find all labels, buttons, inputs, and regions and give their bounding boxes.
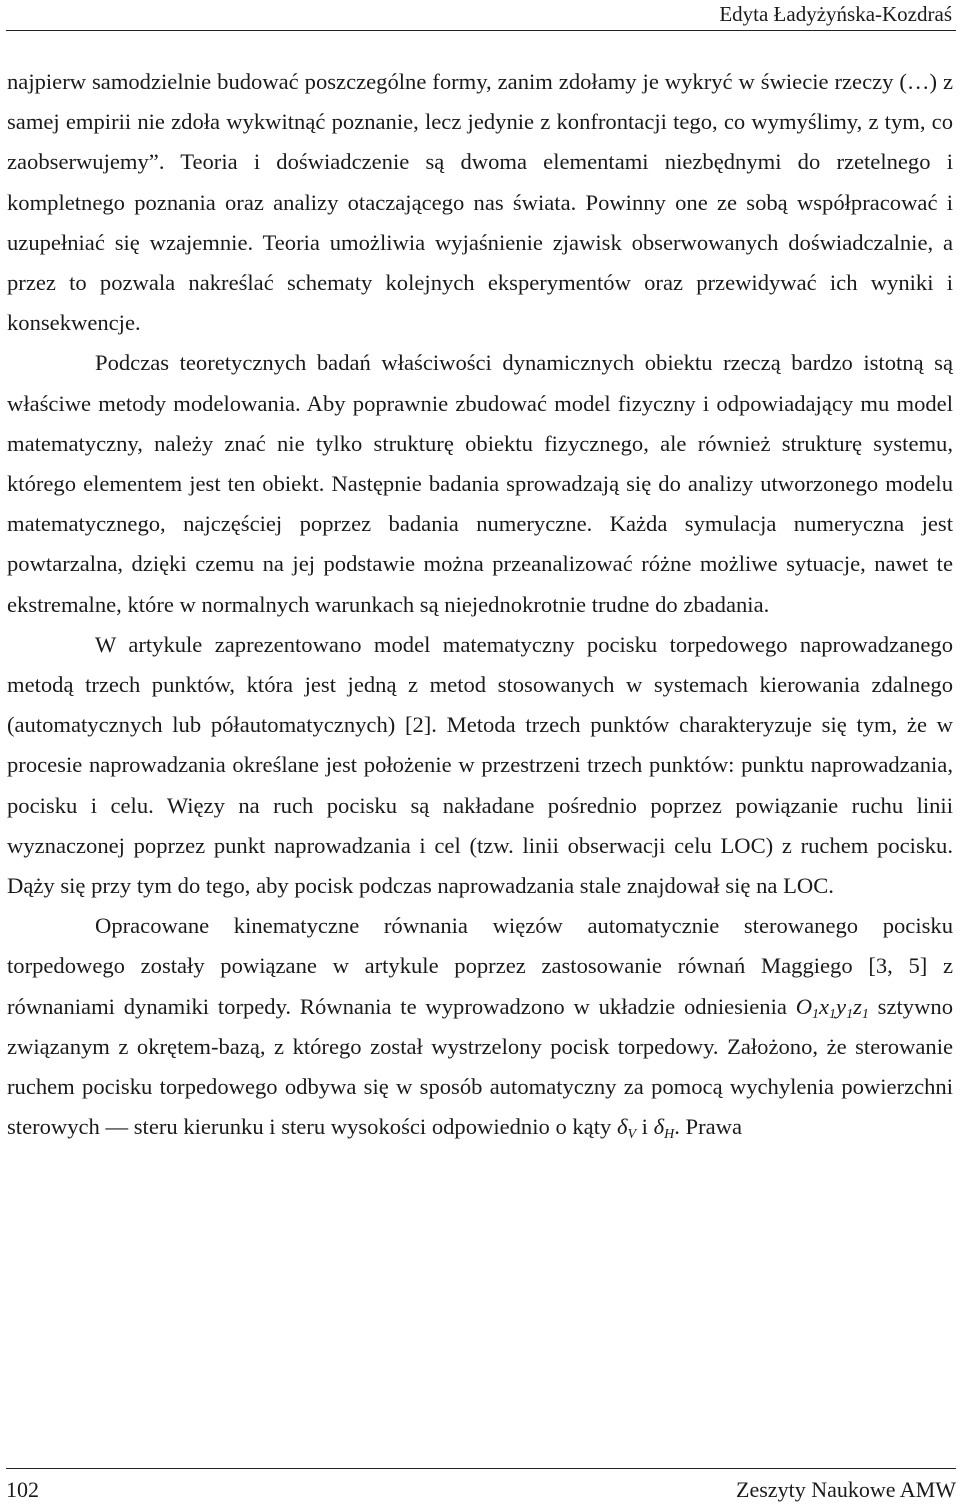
article-body bbox=[7, 62, 953, 1147]
frame-symbol-z: z bbox=[853, 993, 862, 1019]
paragraph-3: W artykule zaprezentowano model matematyczny pocisku torpedowego naprowadzanego metodą trzech punktów, która jest jedną z metod stosowanych w systemach kierowania zdalnego (automatycznych lub półautomatycznych) [2]. Metoda trzech punktów charakteryzuje się tym, że w procesie naprowadzania określane jest położenie w przestrzeni trzech punktów: punktu naprowadzania, pocisku i celu. Więzy na ruch pocisku są nakładane pośrednio poprzez powiązanie ruchu linii wyznaczonej poprzez punkt naprowadzania i cel (tzw. linii obserwacji celu LOC) z ruchem pocisku. Dąży się przy tym do tego, aby pocisk podczas naprowadzania stale znajdował się na LOC. bbox=[7, 631, 953, 899]
frame-subscript-O: 1 bbox=[812, 1006, 820, 1022]
paragraph-4-text-b: sztywno związanym z okrętem-bazą, z którego został wystrzelony pocisk torpedowy. Założono, że sterowanie ruchem pocisku torpedowego odbywa się w sposób automatyczny za pomocą wychylenia powierzchni sterowych — steru kierunku i steru wysokości odpowiednio o kąty bbox=[7, 993, 953, 1140]
frame-symbol-x: x bbox=[819, 993, 830, 1019]
delta-h-symbol: δ bbox=[653, 1114, 665, 1140]
paragraph-2: Podczas teoretycznych badań właściwości dynamicznych obiektu rzeczą bardzo istotną są właściwe metody modelowania. Aby poprawnie zbudować model fizyczny i odpowiadający mu model matematyczny, należy znać nie tylko strukturę obiektu fizycznego, ale również strukturę systemu, którego elementem jest ten obiekt. Następnie badania sprowadzają się do analizy utworzonego modelu matematycznego, najczęściej poprzez badania numeryczne. Każda symulacja numeryczna jest powtarzalna, dzięki czemu na jej podstawie można przeanalizować różne możliwe sytuacje, nawet te ekstremalne, które w normalnych warunkach są niejednokrotnie trudne do zbadania. bbox=[7, 350, 953, 617]
frame-subscript-y: 1 bbox=[846, 1006, 854, 1022]
running-header bbox=[6, 0, 956, 31]
journal-name: Zeszyty Naukowe AMW bbox=[736, 1477, 956, 1502]
paragraph-4-text-c: i bbox=[636, 1114, 654, 1140]
frame-subscript-z: 1 bbox=[861, 1006, 869, 1022]
delta-v-symbol: δ bbox=[616, 1114, 628, 1140]
frame-subscript-x: 1 bbox=[829, 1006, 837, 1022]
running-footer bbox=[6, 1468, 956, 1505]
delta-v-subscript: V bbox=[627, 1127, 637, 1143]
delta-h-subscript: H bbox=[664, 1127, 675, 1143]
frame-symbol-y: y bbox=[836, 993, 847, 1019]
paragraph-4-text-d: . Prawa bbox=[674, 1114, 742, 1140]
paragraph-4-text-a: Opracowane kinematyczne równania więzów automatycznie sterowanego pocisku torpedowego zostały powiązane w artykule poprzez zastosowanie równań Maggiego [3, 5] z równaniami dynamiki torpedy. Równania te wyprowadzono w układzie odniesienia bbox=[7, 913, 953, 1019]
paragraph-1: najpierw samodzielnie budować poszczególne formy, zanim zdołamy je wykryć w świecie rzeczy (…) z samej empirii nie zdoła wykwitnąć poznanie, lecz jedynie z konfrontacji tego, co wymyślimy, z tym, co zaobserwujemy”. Teoria i doświadczenie są dwoma elementami niezbędnymi do rzetelnego i kompletnego poznania oraz analizy otaczającego nas świata. Powinny one ze sobą współpracować i uzupełniać się wzajemnie. Teoria umożliwia wyjaśnienie zjawisk obserwowanych doświadczalnie, a przez to pozwala nakreślać schematy kolejnych eksperymentów oraz przewidywać ich wyniki i konsekwencje. bbox=[7, 69, 953, 336]
frame-symbol-O: O bbox=[795, 993, 813, 1019]
header-author: Edyta Ładyżyńska-Kozdraś bbox=[719, 2, 952, 26]
page-number: 102 bbox=[6, 1477, 39, 1502]
paragraph-4 bbox=[7, 906, 953, 1147]
